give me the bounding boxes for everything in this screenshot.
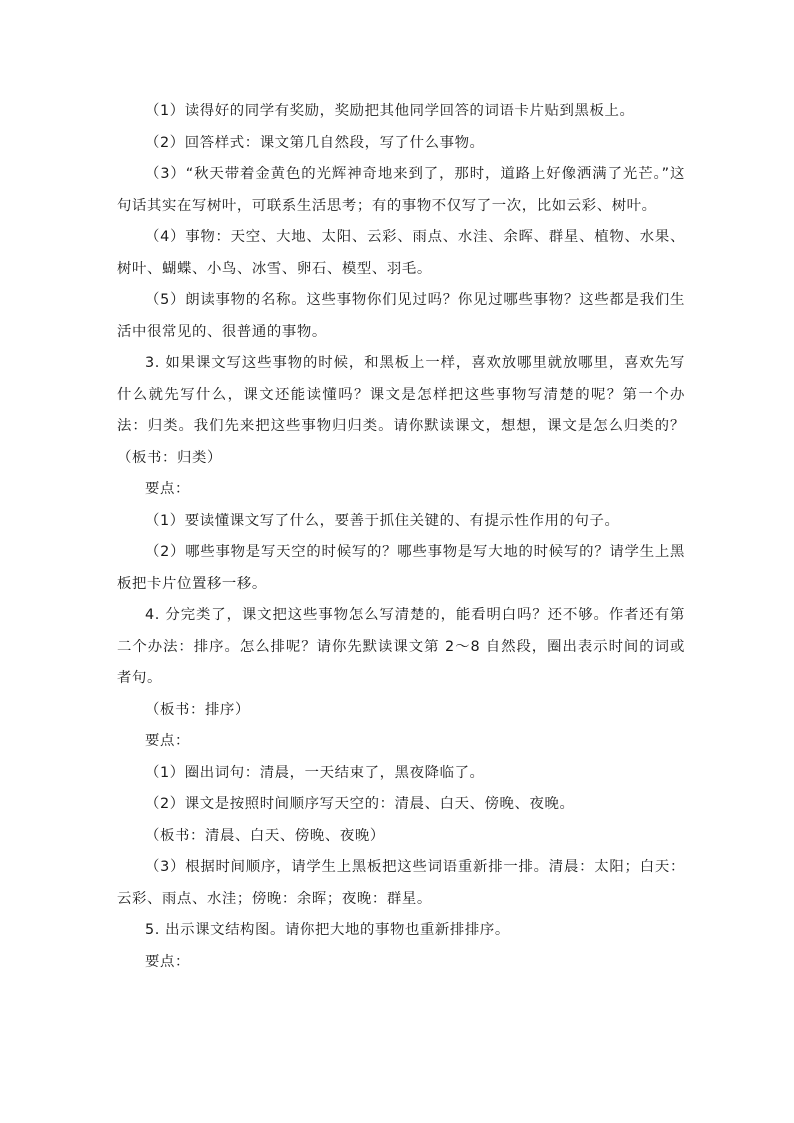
paragraph-answer-format: （2）回答样式：课文第几自然段，写了什么事物。: [145, 134, 485, 151]
paragraph-read-names: （5）朗读事物的名称。这些事物你们见过吗？你见过哪些事物？这些都是我们生活中很常见的、很普通的事物。: [117, 292, 685, 340]
paragraph-time-order: （2）课文是按照时间顺序写天空的：清晨、白天、傍晚、夜晚。: [145, 796, 575, 812]
document-body: [117, 96, 685, 978]
paragraph-key-points-1: 要点：: [145, 481, 190, 497]
paragraph-board-order: （板书：排序）: [145, 701, 250, 718]
paragraph-board-times: （板书：清晨、白天、傍晚、夜晚）: [145, 827, 385, 844]
paragraph-key-points-3: 要点：: [145, 953, 190, 970]
paragraph-things-list: （4）事物：天空、大地、太阳、云彩、雨点、水洼、余晖、群星、植物、水果、树叶、蝴蝶、小鸟、冰雪、卵石、模型、羽毛。: [117, 229, 685, 277]
paragraph-step-3: 3. 如果课文写这些事物的时候，和黑板上一样，喜欢放哪里就放哪里，喜欢先写什么就先写什么，课文还能读懂吗？课文是怎样把这些事物写清楚的呢？第一个办法：归类。我们先来把这些事物归归类。请你默读课文，想想，课文是怎么归类的？（板书：归类）: [117, 355, 685, 466]
paragraph-autumn-quote: （3）“秋天带着金黄色的光辉神奇地来到了，那时，道路上好像洒满了光芒。”这句话其实在写树叶，可联系生活思考；有的事物不仅写了一次，比如云彩、树叶。: [117, 166, 685, 214]
paragraph-key-points-2: 要点：: [145, 733, 190, 749]
paragraph-circle-words: （1）圈出词句：清晨，一天结束了，黑夜降临了。: [145, 764, 485, 781]
paragraph-step-4: 4. 分完类了，课文把这些事物怎么写清楚的，能看明白吗？还不够。作者还有第二个办法：排序。怎么排呢？请你先默读课文第 2～8 自然段，圈出表示时间的词或者句。: [117, 607, 685, 686]
paragraph-rearrange: （3）根据时间顺序，请学生上黑板把这些词语重新排一排。清晨：太阳；白天：云彩、雨点、水洼；傍晚：余晖；夜晚：群星。: [117, 859, 685, 907]
paragraph-key-sentences: （1）要读懂课文写了什么，要善于抓住关键的、有提示性作用的句子。: [145, 512, 620, 529]
paragraph-sky-ground: （2）哪些事物是写天空的时候写的？哪些事物是写大地的时候写的？请学生上黑板把卡片位置移一移。: [117, 544, 685, 592]
paragraph-reward: （1）读得好的同学有奖励，奖励把其他同学回答的词语卡片贴到黑板上。: [145, 103, 635, 119]
paragraph-step-5: 5. 出示课文结构图。请你把大地的事物也重新排排序。: [145, 922, 510, 938]
